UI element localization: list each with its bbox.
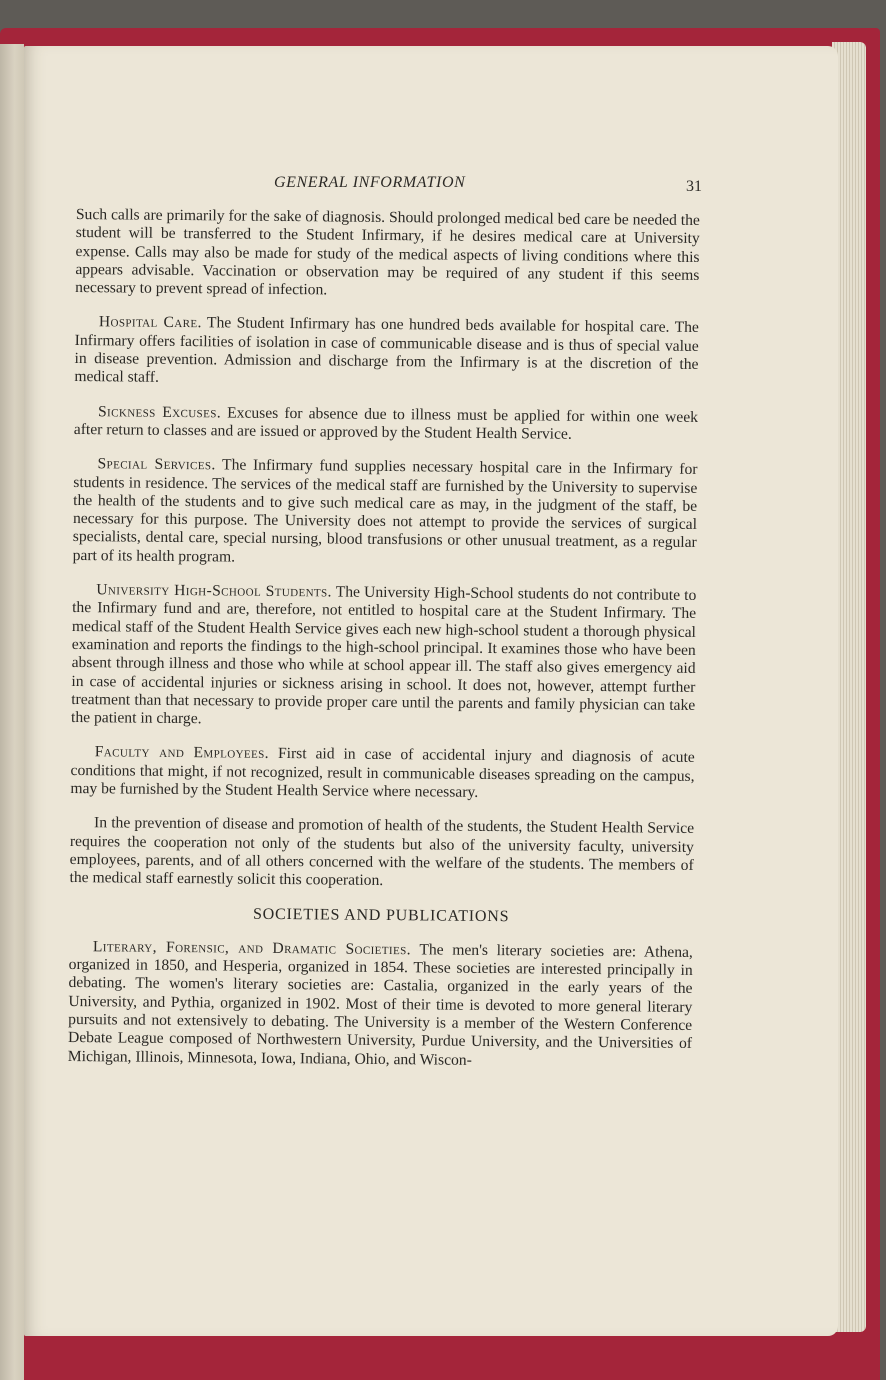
paragraph-sickness-excuses	[74, 403, 698, 446]
paragraph-heading: Literary, Forensic, and Dramatic Societies.	[92, 937, 412, 959]
paragraph-text: First aid in case of accidental injury and diagnosis of acute conditions that might, if not recognized, result in communicable diseases spreading on the campus, may be furnished by the Student Health Service where necessary.	[70, 745, 695, 801]
page-number: 31	[686, 178, 702, 195]
section-heading: SOCIETIES AND PUBLICATIONS	[252, 905, 510, 925]
paragraph-heading: University High-School Students.	[96, 581, 332, 601]
paragraph-special-services	[73, 455, 698, 571]
paragraph-hospital-care	[74, 313, 699, 392]
paragraph-faculty	[70, 743, 694, 804]
paragraph-heading: Special Services.	[97, 455, 216, 474]
paragraph-text: Excuses for absence due to illness must be applied for within one week after return to classes and are issued or approved by the Student Health Service.	[73, 404, 699, 443]
paragraph-literary	[68, 938, 693, 1072]
paragraph-text: The Student Infirmary has one hundred beds available for hospital care. The Infirmary offers facilities of isolation in case of communicable disease and is thus of special value in disease prevention. Admission and discharge from the Infirmary is at the discretion of the medical staff.	[74, 314, 699, 387]
paragraph-text: The University High-School students do not contribute to the Infirmary fund and are, therefore, not entitled to hospital care at the Student Infirmary. The medical staff of the Student Health Service gives each new high-school student a thorough physical examination and reports the findings to the high-school principal. It examines those who have been absent through illness and those who while at school appear ill. The staff also gives emergency aid in case of accidental injuries or sickness arising in school. It does not, however, attempt further treatment than that necessary to provide proper care until the parents and family physician can take the patient in charge.	[71, 583, 697, 728]
paragraph-intro: Such calls are primarily for the sake of diagnosis. Should prolonged medical bed care be needed the student will be transferred to the Student Infirmary, if he desires medical care at University expense. Calls may also be made for study of the medical aspects of living conditions where this appears advisable. Vaccination or observation may be required of any student if this seems necessary to prevent spread of infection.	[75, 206, 700, 299]
running-head: GENERAL INFORMATION	[274, 174, 466, 191]
paragraph-heading: Hospital Care.	[98, 313, 202, 332]
previous-page-edge	[0, 44, 24, 1380]
paragraph-prevention: In the prevention of disease and promotion of health of the students, the Student Health Service requires the cooperation not only of the students but also of the university faculty, university employees, parents, and of all others concerned with the welfare of the students. The members of the medical staff earnestly solicit this cooperation.	[69, 814, 695, 890]
paragraph-text: The Infirmary fund supplies necessary hospital care in the Infirmary for students in residence. The services of the medical staff are furnished by the University to supervise the health of the students and to give such medical care as may, in the judgment of the staff, be necessary for this purpose. The University does not attempt to provide the services of surgical specialists, dental care, special nursing, blood transfusions or other unusual treatment, as a regular part of its health program.	[72, 456, 698, 566]
paragraph-heading: Sickness Excuses.	[97, 402, 222, 422]
paragraph-text: The men's literary societies are: Athena, organized in 1850, and Hesperia, organized in 1854. These societies are interested principally in debating. The women's literary societies are: Castalia, organized in the early years of the University, and Pythia, organized in 1902. Most of their time is devoted to more general literary pursuits and not extensively to debating. The University is a member of the Western Conference Debate League composed of Northwestern University, Purdue University, and the Universities of Michigan, Illinois, Minnesota, Iowa, Indiana, Ohio, and Wiscon-	[67, 941, 693, 1069]
paragraph-heading: Faculty and Employees.	[94, 743, 270, 763]
page-body	[68, 206, 700, 1088]
paragraph-high-school	[71, 581, 696, 733]
